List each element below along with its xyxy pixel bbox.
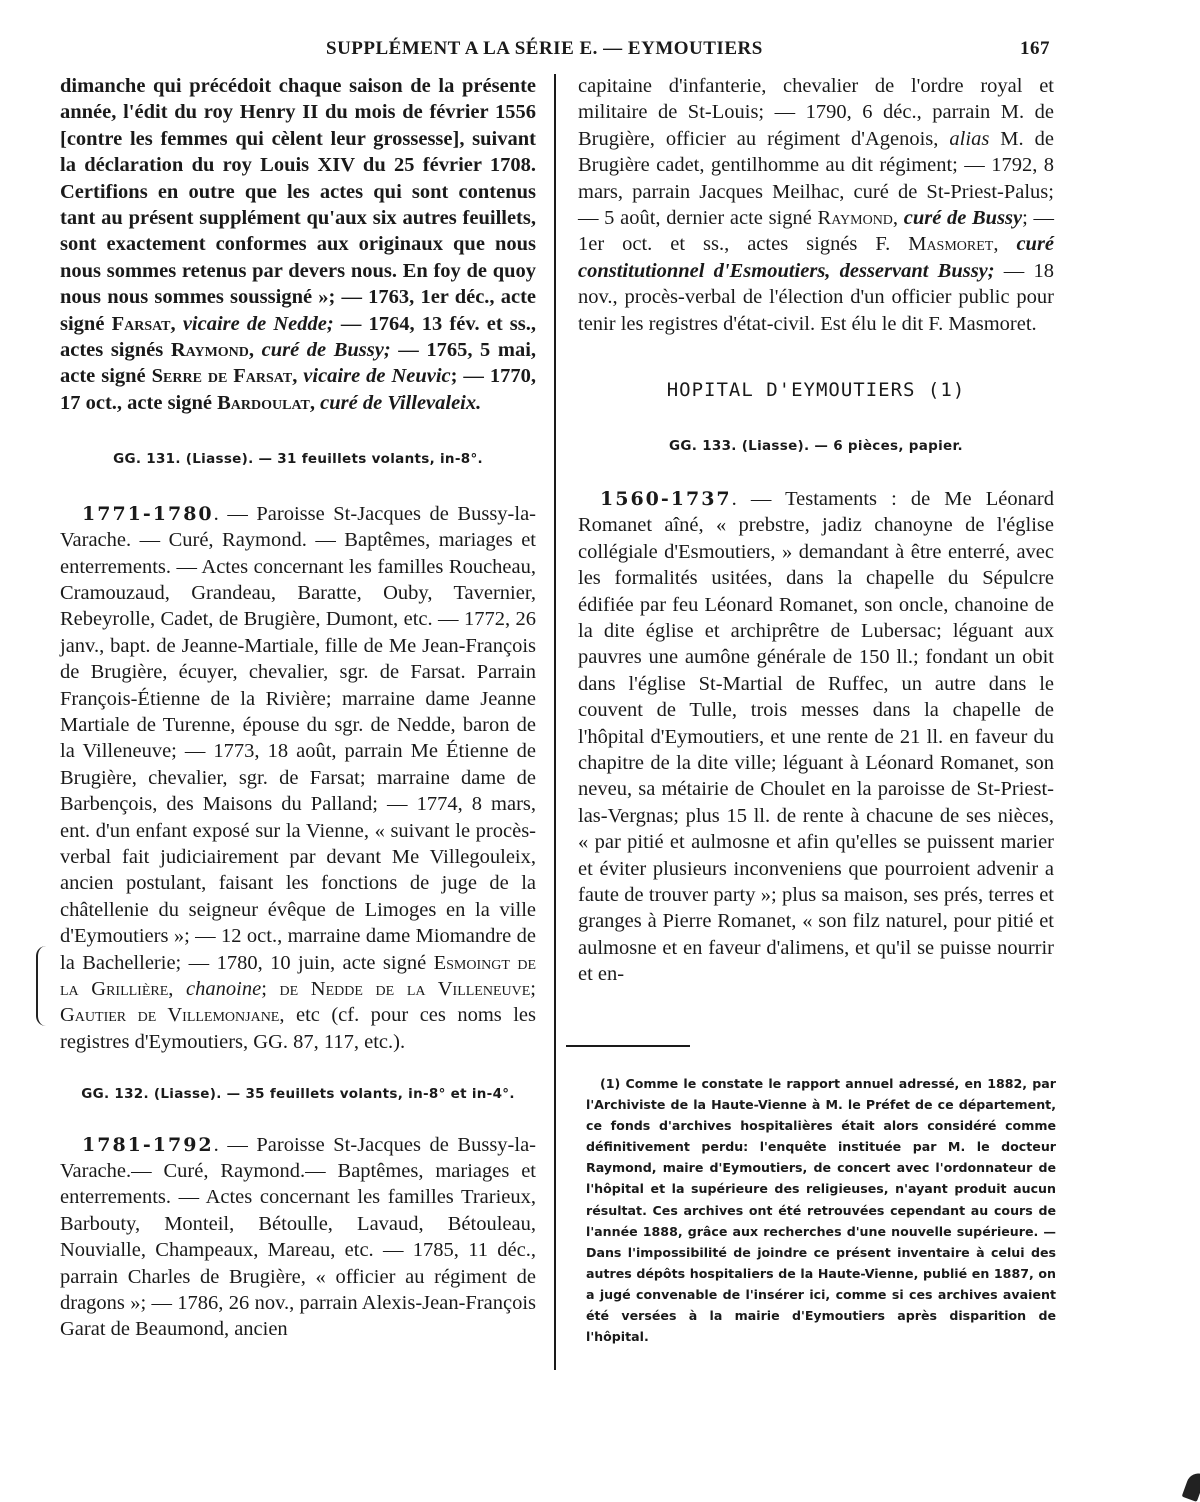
left-column <box>60 73 536 1343</box>
footnote-text: (1) Comme le constate le rapport annuel adressé, en 1882, par l'Archiviste de la Haute-Vienne à M. le Préfet de ce département, ce fonds d'archives hospitalières était alors considéré comme définitivement perdu: l'enquête instituée par M. le docteur Raymond, maire d'Eymoutiers, de concert avec l'ordonnateur de l'hôpital et la supérieure des religieuses, n'ayant produit aucun résultat. Ces archives ont été retrouvées cependant au cours de l'année 1888, grâce aux recherches d'une nouvelle supérieure. — Dans l'impossibilité de joindre ce présent inventaire à celui des autres dépôts hospitaliers de la Haute-Vienne, publié en 1887, on a jugé convenable de l'insérer ici, comme si ces archives avaient été versées à la mairie d'Eymoutiers après disparition de l'hôpital. <box>586 1076 1056 1345</box>
entry-dates: 1560-1737 <box>600 487 732 510</box>
entry-1781-1792: 1781-1792. — Paroisse St-Jacques de Bussy-la-Varache.— Curé, Raymond.— Baptêmes, mariages et enterrements. — Actes concernant les familles Trarieux, Barbouty, Monteil, Bétoulle, Lavaud, Bétouleau, Nouvialle, Champeaux, Mareau, etc. — 1785, 11 déc., parrain Charles de Brugière, « officier au régiment de dragons »; — 1786, 26 nov., parrain Alexis-Jean-François Garat de Beaumond, ancien <box>60 1133 536 1341</box>
footnote <box>586 1073 1056 1347</box>
entry-1560-1737: 1560-1737. — Testaments : de Me Léonard Romanet aîné, « prebstre, jadiz chanoyne de l'église collégiale d'Esmoutiers, » demandant à être enterré, avec les formalités usitées, dans la chapelle du Sépulcre édifiée par feu Léonard Romanet, son oncle, chanoine de la dite église et archiprêtre de Lubersac; léguant aux pauvres une aumône générale de 150 ll.; fondant un obit dans l'église St-Martial de Ruffec, un autre dans le couvent de Tulle, trois messes dans la chapelle de l'hôpital d'Eymoutiers, et une rente de 21 ll. en faveur du chapitre de la dite ville; léguant à Léonard Romanet, son neveu, sa métairie de Choulet en la paroisse de St-Priest-las-Vergnas; plus 15 ll. de rente à chacune de ses nièces, « par pitié et aulmosne et afin qu'elles se puissent marier et éviter plusieurs inconveniens que pourroient advenir a faute de trouver party »; plus sa maison, ses prés, terres et granges à Pierre Romanet, « son filz naturel, pour pitié et aulmosne et en faveur d'alimens, et qu'il se puisse nourrir et en- <box>578 487 1054 986</box>
scan-artifact <box>1182 1470 1200 1502</box>
archive-reference-gg131: GG. 131. (Liasse). — 31 feuillets volants, in-8°. <box>113 451 483 468</box>
section-title: HOPITAL D'EYMOUTIERS (1) <box>666 379 966 402</box>
margin-bracket-mark <box>36 946 48 1026</box>
continuation-paragraph: dimanche qui précédoit chaque saison de la présente année, l'édit du roy Henry II du mois de février 1556 [contre les femmes qui cèlent leur grossesse], suivant la déclaration du roy Louis XIV du 25 février 1708. Certifions en outre que les actes qui sont contenus tant au présent supplément qu'aux six autres feuillets, sont exactement conformes aux originaux que nous nous sommes retenus par devers nous. En foy de quoy nous nous sommes soussigné »; — 1763, 1er déc., acte signé Farsat, vicaire de Nedde; — 1764, 13 fév. et ss., actes signés Raymond, curé de Bussy; — 1765, 5 mai, acte signé Serre de Farsat, vicaire de Neuvic; — 1770, 17 oct., acte signé Bardoulat, curé de Villevaleix. <box>60 75 537 414</box>
entry-1771-1780: 1771-1780. — Paroisse St-Jacques de Bussy-la-Varache. — Curé, Raymond. — Baptêmes, mariages et enterrements. — Actes concernant les familles Roucheau, Cramouzaud, Grandeau, Baratte, Ouby, Tavernier, Rebeyrolle, Cadet, de Brugière, Dumont, etc. — 1772, 26 janv., bapt. de Jeanne-Martiale, fille de Me Jean-François de Brugière, écuyer, chevalier, sgr. de Farsat. Parrain François-Étienne de la Rivière; marraine dame Jeanne Martiale de Turenne, épouse du sgr. de Nedde, baron de la Villeneuve; — 1773, 18 août, parrain Me Étienne de Brugière, chevalier, sgr. de Farsat; marraine dame de Barbençois, des Maisons du Palland; — 1774, 8 mars, ent. d'un enfant exposé sur la Vienne, « suivant le procès-verbal fait judiciairement par devant Me Villegouleix, ancien postulant, faisant les fonctions de juge de la châtellenie du seigneur évêque de Limoges en la ville d'Eymoutiers »; — 12 oct., marraine dame Miomandre de la Bachellerie; — 1780, 10 juin, acte signé Esmoingt de la Grillière, chanoine; de Nedde de la Villeneuve; Gautier de Villemonjane, etc (cf. pour ces noms les registres d'Eymoutiers, GG. 87, 117, etc.). <box>60 502 537 1053</box>
running-header <box>0 38 1200 64</box>
footnote-separator <box>566 1045 690 1047</box>
continuation-paragraph: capitaine d'infanterie, chevalier de l'ordre royal et militaire de St-Louis; — 1790, 6 déc., parrain M. de Brugière, officier au régiment d'Agenois, alias M. de Brugière cadet, gentilhomme au dit régiment; — 1792, 8 mars, parrain Jacques Meilhac, curé de St-Priest-Palus; — 5 août, dernier acte signé Raymond, curé de Bussy; — 1er oct. et ss., actes signés F. Masmoret, curé constitutionnel d'Esmoutiers, desservant Bussy; — 18 nov., procès-verbal de l'élection d'un officier public pour tenir les registres d'état-civil. Est élu le dit F. Masmoret. <box>578 75 1055 335</box>
archive-reference-gg132: GG. 132. (Liasse). — 35 feuillets volants, in-8° et in-4°. <box>81 1086 515 1103</box>
entry-dates: 1781-1792 <box>82 1133 214 1156</box>
right-column <box>578 73 1054 988</box>
page-number: 167 <box>1020 38 1050 59</box>
entry-dates: 1771-1780 <box>82 502 214 525</box>
archive-reference-gg133: GG. 133. (Liasse). — 6 pièces, papier. <box>669 438 963 455</box>
column-divider <box>554 74 556 1370</box>
running-title: SUPPLÉMENT A LA SÉRIE E. — EYMOUTIERS <box>326 38 763 59</box>
